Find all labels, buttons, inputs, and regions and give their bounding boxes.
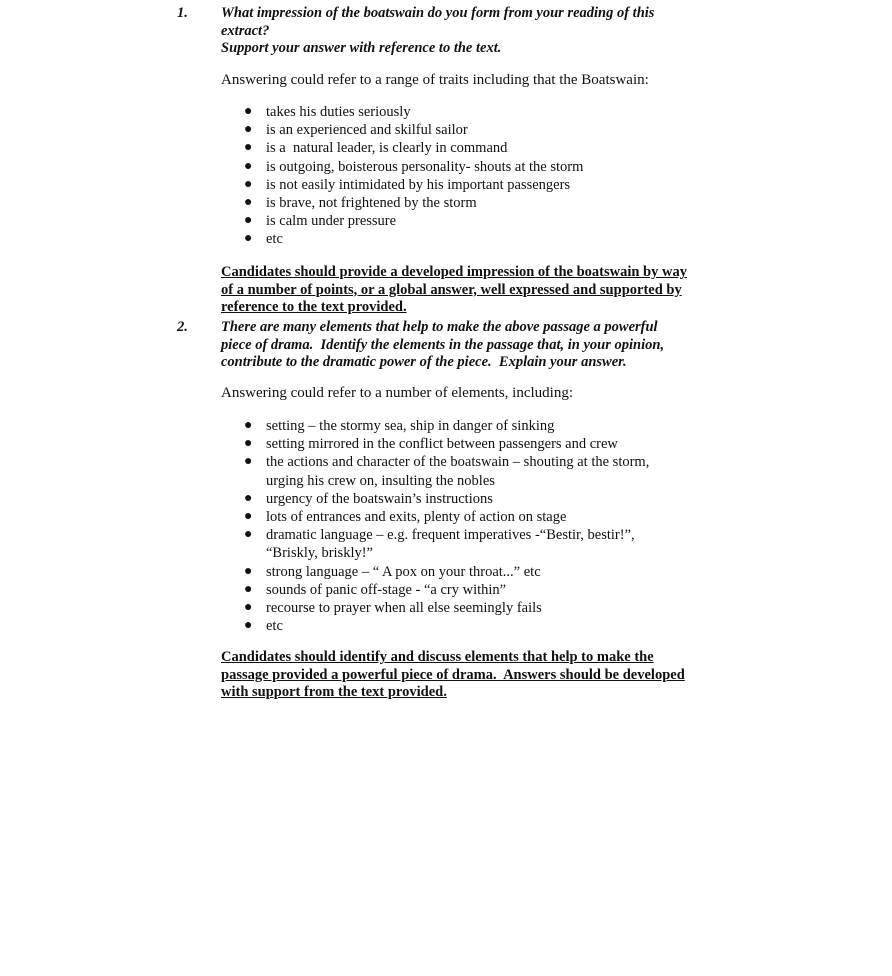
list-item: ● etc <box>244 618 283 635</box>
list-item: ● is not easily intimidated by his important passengers <box>244 176 571 193</box>
list-item: ● urgency of the boatswain’s instructions <box>244 490 493 507</box>
bullet-icon: ● <box>244 418 253 433</box>
bullet-icon: ● <box>244 176 253 192</box>
guidance-line: with support from the text provided. <box>221 684 447 700</box>
trait-list <box>244 103 704 249</box>
bullet-icon: ● <box>244 581 253 597</box>
prompt-line: Support your answer with reference to the text. <box>221 40 502 56</box>
prompt-line: extract? <box>221 22 270 39</box>
question-prompt <box>221 5 721 58</box>
guidance-line: Candidates should provide a developed impression of the boatswain by way <box>221 264 687 280</box>
list-item: ● is brave, not frightened by the storm <box>244 195 477 212</box>
bullet-icon: ● <box>244 231 253 247</box>
answer-intro: Answering could refer to a number of elements, including: <box>221 385 573 401</box>
marking-guidance <box>221 264 711 317</box>
list-item: ● etc <box>244 231 283 248</box>
guidance-line: reference to the text provided. <box>221 299 407 315</box>
marking-guidance <box>221 649 711 702</box>
bullet-icon: ● <box>244 490 253 506</box>
bullet-icon: ● <box>244 104 253 119</box>
guidance-line: Candidates should identify and discuss elements that help to make the <box>221 649 654 665</box>
bullet-icon: ● <box>244 195 253 211</box>
bullet-icon: ● <box>244 436 253 452</box>
bullet-icon: ● <box>244 600 253 616</box>
list-item: ● takes his duties seriously <box>244 104 411 120</box>
question-number: 2. <box>177 319 188 335</box>
element-list <box>244 417 704 635</box>
list-item: ● the actions and character of the boatswain – shouting at the storm, urging his crew on, insulting the nobles <box>244 454 650 489</box>
list-item: ● setting mirrored in the conflict between passengers and crew <box>244 436 618 453</box>
list-item: ● recourse to prayer when all else seemingly fails <box>244 600 542 617</box>
bullet-icon: ● <box>244 509 253 525</box>
answer-intro: Answering could refer to a range of traits including that the Boatswain: <box>221 72 649 88</box>
bullet-icon: ● <box>244 527 253 543</box>
bullet-icon: ● <box>244 618 253 634</box>
bullet-icon: ● <box>244 213 253 229</box>
list-item: ● sounds of panic off-stage - “a cry within” <box>244 581 507 598</box>
list-item: ● is outgoing, boisterous personality- shouts at the storm <box>244 158 584 175</box>
bullet-icon: ● <box>244 140 253 156</box>
bullet-icon: ● <box>244 158 253 174</box>
list-item: ● lots of entrances and exits, plenty of action on stage <box>244 509 567 526</box>
question-prompt <box>221 319 721 372</box>
list-item: ● is calm under pressure <box>244 213 397 230</box>
bullet-icon: ● <box>244 454 253 470</box>
question-number: 1. <box>177 5 188 21</box>
prompt-line: What impression of the boatswain do you form from your reading of this <box>221 5 655 21</box>
list-item: ● is a natural leader, is clearly in command <box>244 140 508 157</box>
list-item: ● is an experienced and skilful sailor <box>244 122 468 139</box>
guidance-line: of a number of points, or a global answer, well expressed and supported by <box>221 281 682 298</box>
list-item: ● strong language – “ A pox on your throat...” etc <box>244 563 541 580</box>
prompt-line: piece of drama. Identify the elements in the passage that, in your opinion, <box>221 336 665 353</box>
prompt-line: contribute to the dramatic power of the piece. Explain your answer. <box>221 354 627 370</box>
bullet-icon: ● <box>244 563 253 579</box>
bullet-icon: ● <box>244 122 253 138</box>
list-item: ● setting – the stormy sea, ship in danger of sinking <box>244 418 555 434</box>
guidance-line: passage provided a powerful piece of drama. Answers should be developed <box>221 666 685 683</box>
list-item: ● dramatic language – e.g. frequent imperatives -“Bestir, bestir!”, “Briskly, briskly!” <box>244 527 635 562</box>
prompt-line: There are many elements that help to make the above passage a powerful <box>221 319 658 335</box>
